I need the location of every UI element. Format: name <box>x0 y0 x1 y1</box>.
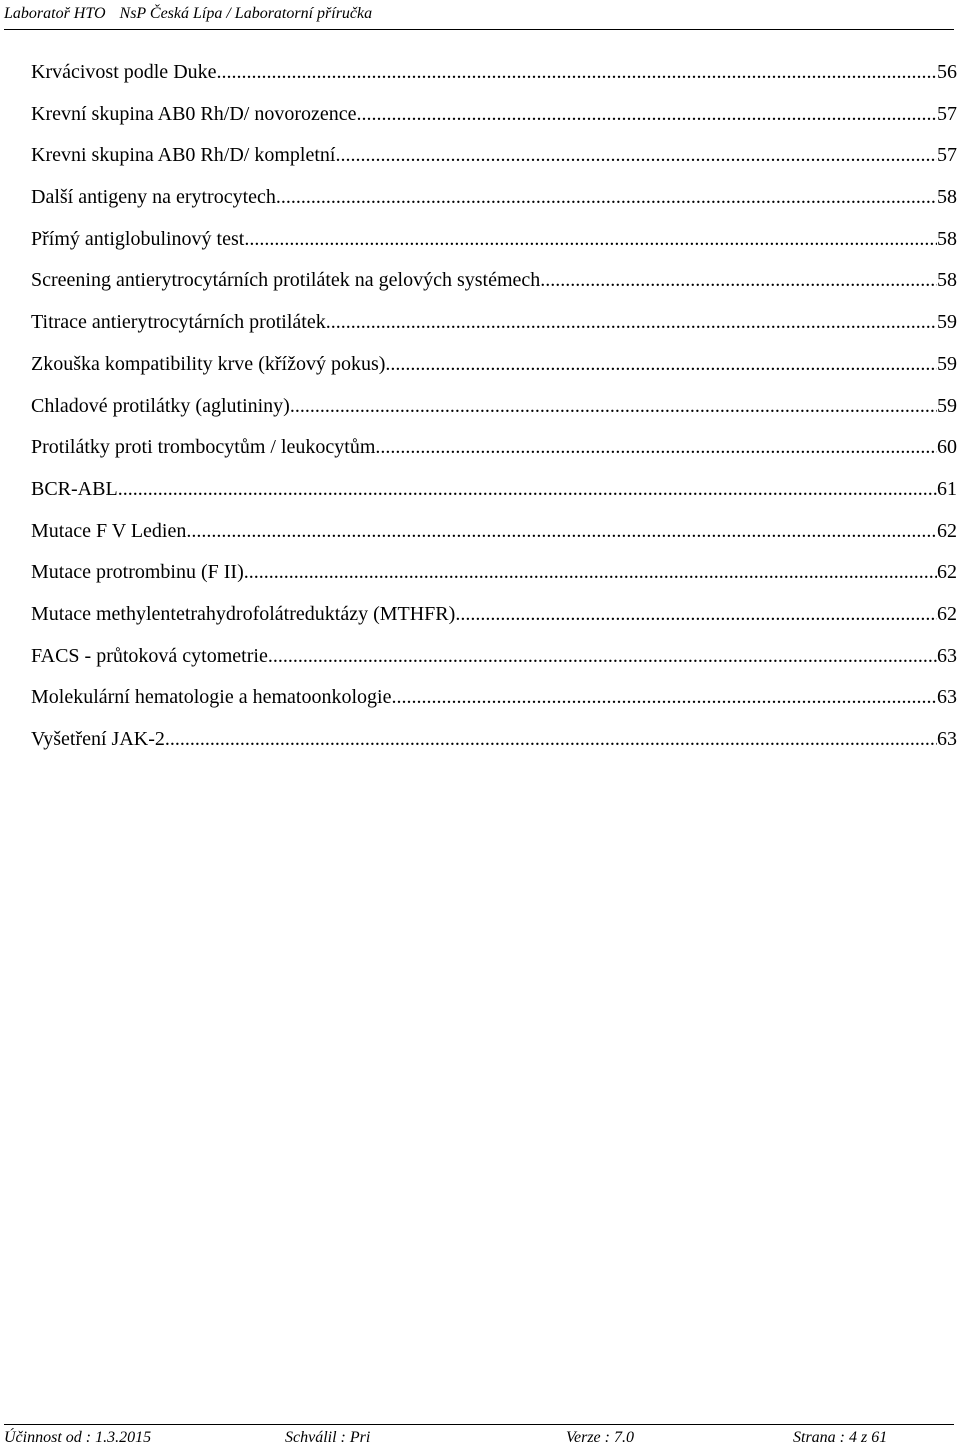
toc-entry-title: Mutace F V Ledien <box>31 519 187 542</box>
toc-entry-page: 59 <box>937 352 957 375</box>
toc-entry-page: 62 <box>937 561 957 584</box>
toc-entry-title: Zkouška kompatibility krve (křížový pokus) <box>31 352 386 375</box>
toc-entry[interactable] <box>31 344 957 386</box>
toc-entry-title: Mutace methylentetrahydrofolátreduktázy (MTHFR) <box>31 602 456 625</box>
toc-entry-title: Krevni skupina AB0 Rh/D/ kompletní <box>31 144 336 167</box>
footer-page-number: Strana : 4 z 61 <box>793 1429 888 1446</box>
toc-entry-title: Screening antierytrocytárních protilátek na gelových systémech <box>31 269 541 292</box>
toc-entry[interactable] <box>31 260 957 302</box>
toc-entry[interactable] <box>31 177 957 219</box>
toc-entry-title: Mutace protrombinu (F II) <box>31 561 244 584</box>
toc-dot-leader <box>244 219 937 261</box>
header-document-name: NsP Česká Lípa / Laboratorní příručka <box>119 5 373 22</box>
toc-entry-page: 63 <box>937 728 957 750</box>
toc-entry[interactable] <box>31 719 957 761</box>
toc-entry-title: Další antigeny na erytrocytech <box>31 186 276 209</box>
toc-entry-page: 56 <box>937 61 957 83</box>
toc-entry-page: 59 <box>937 311 957 334</box>
toc-entry-title: Přímý antiglobulinový test <box>31 227 245 250</box>
toc-dot-leader <box>290 386 937 428</box>
toc-dot-leader <box>326 302 937 344</box>
toc-dot-leader <box>391 677 937 719</box>
toc-entry-page: 63 <box>937 686 957 709</box>
toc-entry-title: FACS - průtoková cytometrie <box>31 644 268 667</box>
toc-entry-page: 63 <box>937 644 957 667</box>
toc-entry[interactable] <box>31 386 957 428</box>
toc-entry-title: Krevní skupina AB0 Rh/D/ novorozence <box>31 102 357 125</box>
toc-entry[interactable] <box>31 52 957 94</box>
footer-effective-date: Účinnost od : 1.3.2015 <box>4 1429 152 1446</box>
footer-approved-by: Schválil : Pri <box>285 1429 371 1446</box>
page-header <box>4 3 954 30</box>
toc-entry[interactable] <box>31 552 957 594</box>
toc-dot-leader <box>375 427 937 469</box>
toc-entry-title: Titrace antierytrocytárních protilátek <box>31 311 326 334</box>
toc-entry-title: Chladové protilátky (aglutininy) <box>31 394 290 417</box>
toc-dot-leader <box>165 719 937 761</box>
toc-entry-title: Krvácivost podle Duke <box>31 61 217 83</box>
toc-entry-page: 57 <box>937 102 957 125</box>
toc-entry[interactable] <box>31 427 957 469</box>
toc-dot-leader <box>244 552 937 594</box>
toc-entry-page: 58 <box>937 269 957 292</box>
toc-entry[interactable] <box>31 594 957 636</box>
toc-entry-page: 58 <box>937 186 957 209</box>
toc-dot-leader <box>118 469 937 511</box>
toc-entry[interactable] <box>31 469 957 511</box>
toc-entry-page: 59 <box>937 394 957 417</box>
toc-entry[interactable] <box>31 636 957 678</box>
toc-entry[interactable] <box>31 511 957 553</box>
toc-entry-page: 62 <box>937 519 957 542</box>
toc-entry-page: 57 <box>937 144 957 167</box>
toc-entry-title: Protilátky proti trombocytům / leukocytům <box>31 436 376 459</box>
toc-dot-leader <box>276 177 937 219</box>
toc-entry-title: Molekulární hematologie a hematoonkologie <box>31 686 392 709</box>
toc-dot-leader <box>217 52 937 94</box>
table-of-contents <box>31 52 957 761</box>
toc-entry[interactable] <box>31 302 957 344</box>
footer-version: Verze : 7.0 <box>566 1429 634 1446</box>
toc-entry[interactable] <box>31 677 957 719</box>
toc-dot-leader <box>385 344 937 386</box>
toc-entry-page: 60 <box>937 436 957 459</box>
toc-entry[interactable] <box>31 135 957 177</box>
toc-entry[interactable] <box>31 219 957 261</box>
toc-entry-page: 58 <box>937 227 957 250</box>
page-footer <box>4 1424 954 1451</box>
toc-dot-leader <box>455 594 937 636</box>
toc-dot-leader <box>186 511 937 553</box>
header-lab-name: Laboratoř HTO <box>4 5 106 22</box>
toc-dot-leader <box>335 135 937 177</box>
toc-dot-leader <box>357 94 938 136</box>
toc-dot-leader <box>540 260 937 302</box>
toc-entry-title: BCR-ABL <box>31 477 118 500</box>
toc-entry-page: 61 <box>937 477 957 500</box>
toc-entry-page: 62 <box>937 602 957 625</box>
toc-dot-leader <box>268 636 937 678</box>
toc-entry[interactable] <box>31 94 957 136</box>
toc-entry-title: Vyšetření JAK-2 <box>31 728 165 750</box>
